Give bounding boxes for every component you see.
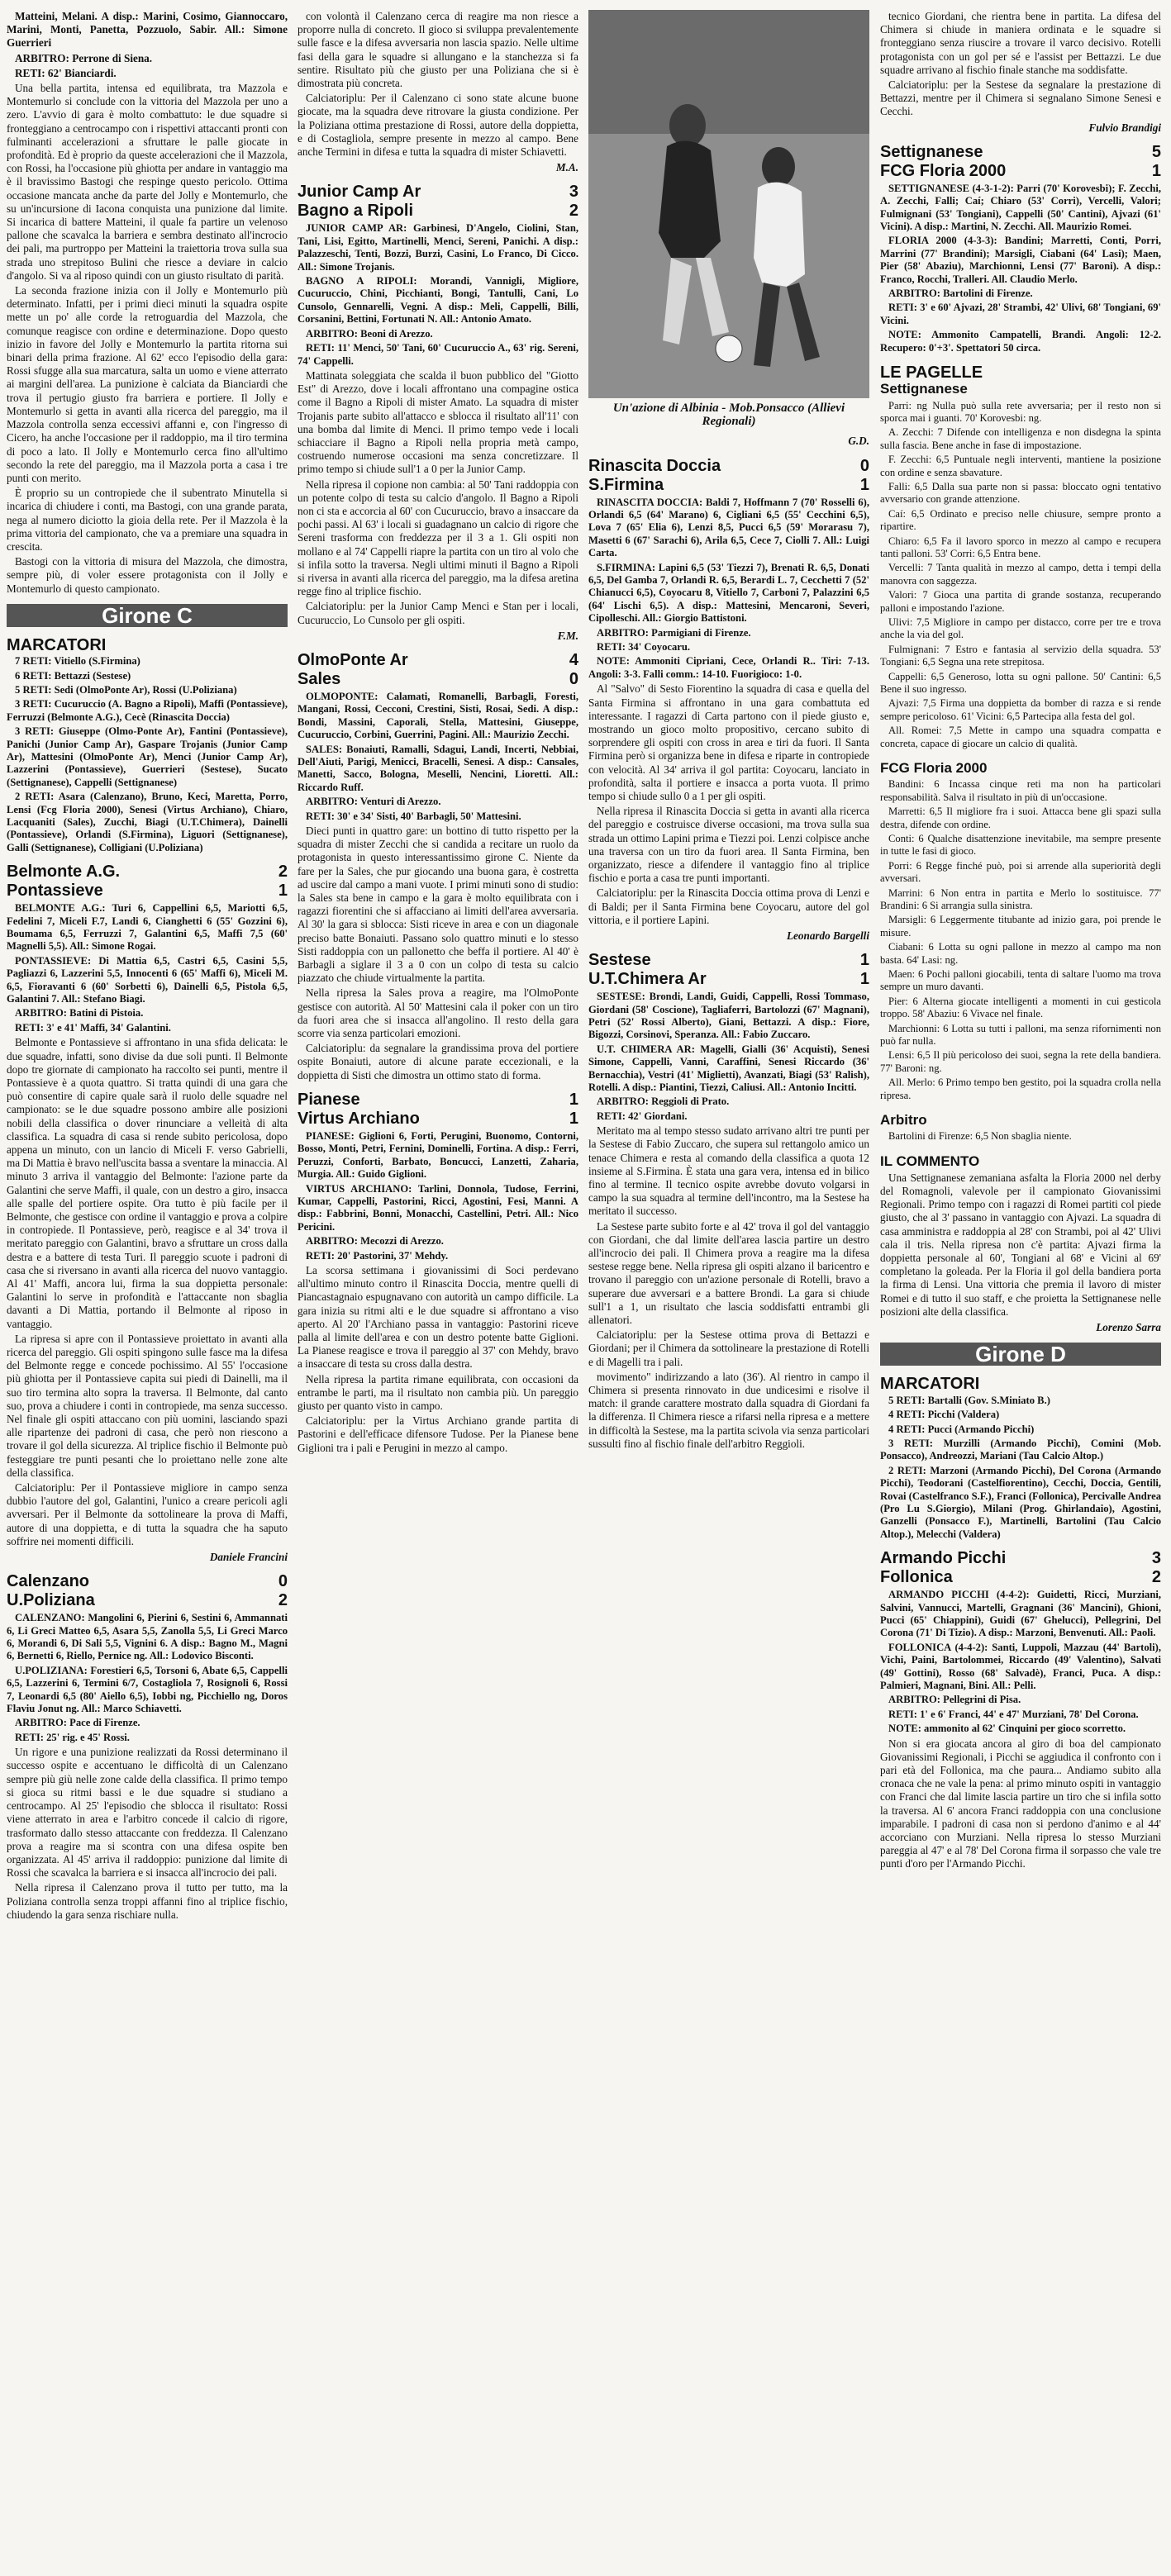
lineup-home: RINASCITA DOCCIA: Baldi 7, Hoffmann 7 (70' Rosselli 6), Orlandi 6,5 (64' Marano) 6, Cigliani 6,5 (55' Cecchini 6,5), Lova 7 (65' Elia 6), Lenzi 8,5, Pucci 6,5 (59' Morarasu 7), Masetti 6 (67' Sarachi 6), Arila 6,5, Cece 7, Ciolli 7. All.: Luigi Carta. [588, 496, 869, 559]
article-paragraph: Un rigore e una punizione realizzati da Rossi determinano il successo ospite e accentuano le difficoltà di un Calenzano sempre più giù nelle zone calde della classifica. Il primo tempo si gioca su ritmi bassi e le due squadre si studiano a centrocampo. Al 25' l'episodio che sblocca il risultato: Rossi viene atterrato in area e l'arbitro concede il calcio di rigore, trasformato dallo stesso attaccante con freddezza. Il Calenzano prova a reagire ma si scontra con una difesa ospite ben organizzata. Al 45' arriva il raddoppio: punizione dal limite di Rossi che scavalca la barriera e si insacca all'incrocio dei pali. [7, 1746, 288, 1880]
match-header-away [880, 162, 1161, 181]
match-header-away [588, 476, 869, 495]
player-rating: Ulivi: 7,5 Migliore in campo per distacco, corre per tre e trova anche la via del gol. [880, 616, 1161, 641]
article-paragraph: Nella ripresa il Rinascita Doccia si getta in avanti alla ricerca del pareggio e costruisce diverse occasioni, ma trova sulla sua strada un ottimo Lapini prima e Tiezzi poi. Lenzi colpisce anche una traversa con un tiro da fuori area. Il Santa Firmina, ben organizzato, riesce a difendere il vantaggio fino al triplice fischio e porta a casa tre punti importanti. [588, 805, 869, 885]
scorers-heading: MARCATORI [7, 635, 107, 654]
players-photo-icon [588, 10, 869, 398]
lineup-away: U.T. CHIMERA AR: Magelli, Gialli (36' Acquisti), Senesi Simone, Cappelli, Vanni, Caraffini, Senesi Riccardo (36' Bernacchia), Vestri (41' Miglietti), Avanzati, Biagi (53' Ralish), Rotelli. A disp.: Piantini, Tiezzi, Caliusi. All.: Antonio Incitti. [588, 1043, 869, 1093]
player-rating: All. Merlo: 6 Primo tempo ben gestito, poi la squadra crolla nella ripresa. [880, 1077, 1161, 1101]
home-score: 1 [859, 951, 869, 970]
author-signature: M.A. [555, 161, 578, 174]
match-header-home [298, 183, 578, 202]
article-paragraph: Calciatoriplu: per la Sestese ottima prova di Bettazzi e Giordani; per il Chimera da sottolineare la prestazione di Rotelli e di Magelli tra i pali. [588, 1328, 869, 1368]
author-signature: Fulvio Brandigi [1088, 121, 1161, 134]
lineup-home: OLMOPONTE: Calamati, Romanelli, Barbagli, Foresti, Mangani, Rossi, Cecconi, Crestini, Sisti, Rosai, Sedi. A disp.: Bondi, Massini, Caporali, Stella, Mattesini, Giuseppe, Cucuruccio, Corbini, Guerrini, Pagini. All.: Maurizio Zecchi. [298, 690, 578, 741]
player-rating: Bandini: 6 Incassa cinque reti ma non ha particolari responsabilità. Salva il risultato in più di un'occasione. [880, 778, 1161, 803]
article-paragraph: La ripresa si apre con il Pontassieve proiettato in avanti alla ricerca del pareggio. Gli ospiti spingono sulle fasce ma la difesa del Belmonte regge e concede pochissimo. Al 55' l'occasione più ghiotta per il Pontassieve capita sui piedi di Dainelli, ma il suo tiro termina alto sopra la traversa. Il Belmonte, dal canto suo, prova a chiudere i conti in contropiede, ma senza successo. Nel finale gli ospiti attaccano con più uomini, lasciando spazi alle ripartenze dei padroni di casa, che però non riescono a trovare il gol della sicurezza. Al triplice fischio il Belmonte può festeggiare tre punti pesanti che lo proiettano nelle zone alte della classifica. [7, 1332, 288, 1479]
match-header-away [7, 1591, 288, 1610]
goals-line: RETI: 20' Pastorini, 37' Mehdy. [306, 1249, 449, 1262]
player-rating: Vercelli: 7 Tanta qualità in mezzo al campo, detta i tempi della manovra con saggezza. [880, 562, 1161, 587]
home-team: Rinascita Doccia [588, 456, 721, 475]
article-paragraph: Belmonte e Pontassieve si affrontano in una sfida delicata: le due squadre, infatti, sono divise da due soli punti. Il Belmonte dopo tre giornate di campionato ha raccolto sei punti, mentre il Pontassieve è a quota quattro. Si tratta quindi di una gara che può consentire di capire quale sarà il ruolo delle squadre nel campionato: se le due squadre possono ambire alle posizioni nobili della classifica o dover rinunciare a velleità di alta classifica. La squadra di casa si rende subito pericolosa, dopo appena un minuto, con un lancio di Miceli F. verso Gabrielli, ma Di Mattia è bravo nell'uscita bassa a sventare la minaccia. Al minuto 3 arriva il vantaggio del Belmonte: l'azione parte da Galantini che serve Maffi, il quale, con un destro a giro, insacca alle spalle del portiere ospite. Ora tutto è più facile per il Belmonte, che gestisce con ordine il vantaggio e prova a colpire in contropiede. Il Pontassieve, però, reagisce e al 34' trova il meritato pareggio con Galantini, bravo a sfruttare un cross dalla destra e a battere di testa Turi. Il pareggio scuote i padroni di casa che si riversano in avanti alla ricerca del nuovo vantaggio. Al 41' Maffi, ancora lui, firma la sua doppietta personale: Galantini lo serve in profondità e l'attaccante non sbaglia davanti a Di Mattia, portando il Belmonte al riposo in vantaggio. [7, 1036, 288, 1330]
notes-line: NOTE: Ammonito Campatelli, Brandi. Angoli: 12-2. Recupero: 0'+3'. Spettatori 50 circa. [880, 329, 1161, 354]
scorers-line: 3 RETI: Cucuruccio (A. Bagno a Ripoli), Maffi (Pontassieve), Ferruzzi (Belmonte A.G.), Cecè (Rinascita Doccia) [7, 698, 288, 723]
home-team: OlmoPonte Ar [298, 650, 408, 669]
article-paragraph: Mattinata soleggiata che scalda il buon pubblico del "Giotto Est" di Arezzo, dove i locali affrontano una compagine ostica come il Bagno a Ripoli di mister Amato. La squadra di mister Trojanis parte subito all'attacco e sblocca il risultato all'11' con una bomba dal limite di Menci. Il primo tempo vede i locali schiacciare il Bagno a Ripoli nella propria metà campo, costruendo numerose occasioni ma senza concretizzare. Il primo tempo si chiude sull'1 a 0 per la Junior Camp. [298, 368, 578, 476]
article-paragraph: La Sestese parte subito forte e al 42' trova il gol del vantaggio con Giordani, che dal limite dell'area lascia partire un destro all'incrocio dei pali. Il Chimera prova a reagire ma la difesa sestese regge bene. Nella ripresa gli ospiti alzano il baricentro e trovano il pareggio con un'azione personale di Rotelli, bravo a superare due avversari e a battere Brondi. La gara si chiude sull'1 a 1, un risultato che lascia soddisfatti entrambi gli allenatori. [588, 1219, 869, 1327]
home-team: Armando Picchi [880, 1549, 1007, 1568]
lineup-away: SALES: Bonaiuti, Ramalli, Sdagui, Landi, Incerti, Nebbiai, Dell'Aiuti, Parigi, Menicci, Bracelli, Senesi. A disp.: Cansales, Manetti, Sacco, Bologna, Meselli, Nencini, Lioretti. All.: Riccardo Ruff. [298, 743, 578, 793]
article-paragraph: Calciatoriplu: per la Junior Camp Menci e Stan per i locali, Cucuruccio, Lo Cunsolo per gli ospiti. [298, 600, 578, 626]
article-paragraph: Non si era giocata ancora al giro di boa del campionato Giovanissimi Regionali, i Picchi se aggiudica il confronto con i pari età del Follonica, ma che paura... Andiamo subito alla cronaca che ne vale la pena: al primo minuto ospiti in vantaggio con Franci che dal limite lascia partire un tiro che si infila sotto la traversa. Al 6' ancora Franci raddoppia con una conclusione imparabile. I padroni di casa non si perdono d'animo e al 44' accorciano con Murziani. Nella ripresa lo stesso Murziani pareggia al 47' e al 78' Del Corona firma il sorpasso che vale tre punti d'oro per l'Armando Picchi. [880, 1737, 1161, 1870]
article-paragraph: Al "Salvo" di Sesto Fiorentino la squadra di casa e quella del Santa Firmina si affrontano in una gara combattuta ed interessante. I ragazzi di Carta partono con il piede giusto e, mostrando un gioco molto propositivo, cercano subito di sorprendere gli ospiti con cross in area e tiri da fuori. Il Santa Firmina però si organizza bene in difesa e riparte in contropiede con velocità. Al 34' arriva il gol partita: Coyocaru, lanciato in profondità, salta il portiere e insacca a porta vuota. Il primo tempo si chiude sullo 0 a 1 per gli ospiti. [588, 682, 869, 802]
article-paragraph: La scorsa settimana i giovanissimi di Soci perdevano all'ultimo minuto contro il Rinascita Doccia, mentre quelli di Piancastagnaio espugnavano con autorità un campo difficile. La gara inizia su ritmi alti e le due squadre si affrontano a viso aperto. Al 20' l'Archiano passa in vantaggio: Pastorini riceve palla al limite dell'area e con un destro potente batte Giglioni. La Pianese reagisce e trova il pareggio al 37' con Mehdy, bravo a insaccare di testa su cross dalla destra. [298, 1263, 578, 1371]
referee-rating: Bartolini di Firenze: 6,5 Non sbaglia niente. [888, 1130, 1072, 1143]
lineup-away: FLORIA 2000 (4-3-3): Bandini; Marretti, Conti, Porri, Marrini (77' Brandini); Marsigli, Ciabani (64' Lasi); Maen, Pier (58' Abaziu), Marchionni, Lensi (77' Baroni). A disp.: Franco, Rocchi, Tralleri. All. Claudio Merlo. [880, 235, 1161, 285]
lineup-away: S.FIRMINA: Lapini 6,5 (53' Tiezzi 7), Brenati R. 6,5, Donati 6,5, Del Gamba 7, Orlandi R. 6,5, Berardi L. 7, Cecchetti 7 (52' Chianucci 6,5), Coyocaru 8, Vitiello 7, Carboni 7, Palazzini 6,5 (64' Lischi 6,5). A disp.: Mattesini, Mencaroni, Severi, Cipolleschi. All.: Giorgio Battistoni. [588, 561, 869, 625]
author-signature: Lorenzo Sarra [1096, 1321, 1161, 1334]
referee-line: ARBITRO: Reggioli di Prato. [597, 1096, 730, 1108]
ratings-heading: LE PAGELLE [880, 364, 983, 383]
goals-line: RETI: 11' Menci, 50' Tani, 60' Cucuruccio A., 63' rig. Sereni, 74' Cappelli. [298, 342, 578, 367]
home-score: 1 [569, 1090, 578, 1109]
author-signature: Leonardo Bargelli [786, 929, 869, 942]
player-rating: Pier: 6 Alterna giocate intelligenti a momenti in cui gesticola troppo. 58' Abaziu: 6 Vivace nel finale. [880, 995, 1161, 1020]
goals-line: RETI: 34' Coyocaru. [597, 641, 690, 654]
lineup-home: BELMONTE A.G.: Turi 6, Cappellini 6,5, Mariotti 6,5, Fedelini 7, Miceli F.7, Landi 6, Cianghetti 6 (55' Gozzini 6), Boumama 6,5, Ferruzzi 7, Galantini 6,5, Maffi 7,5 (60' Magnelli 5,5). All.: Simone Rogai. [7, 902, 288, 953]
home-score: 3 [569, 183, 578, 202]
player-rating: Porri: 6 Regge finché può, poi si arrende alla superiorità degli avversari. [880, 859, 1161, 885]
away-team: S.Firmina [588, 475, 664, 494]
player-rating: Marchionni: 6 Lotta su tutti i palloni, ma senza rifornimenti non può far nulla. [880, 1022, 1161, 1047]
match-header-home [298, 1091, 578, 1110]
referee-line: ARBITRO: Bartolini di Firenze. [888, 288, 1033, 300]
article-paragraph: Una Settignanese zemaniana asfalta la Floria 2000 nel derby del Romagnoli, valevole per il campionato Giovanissimi Regionali. Primo tempo con i ragazzi di Romei partiti col piede giusto, che al 3' passano in vantaggio con Ajvazi. La squadra di casa amministra e raddoppia al 28' con Strambi, poi al 42' Ulivi cala il tris. Nella ripresa non c'è partita: Ajvazi firma la doppietta personale al 60', Tongiani al 68' e Vicini al 69' completano la goleada. Per la Floria il gol della bandiera porta la firma di Lensi. Una vittoria che premia il lavoro di mister Romei e di tutto il suo staff, e che proietta la Settignanese nelle posizioni alte della classifica. [880, 1171, 1161, 1318]
player-rating: Marretti: 6,5 Il migliore fra i suoi. Attacca bene gli spazi sulla destra, difende con ordine. [880, 806, 1161, 830]
player-rating: F. Zecchi: 6,5 Puntuale negli interventi, mantiene la posizione con ordine e senza sbavature. [880, 454, 1161, 478]
home-score: 3 [1151, 1549, 1161, 1568]
referee-line: ARBITRO: Batini di Pistoia. [15, 1007, 144, 1019]
match-photo [588, 10, 869, 398]
lineup-home: CALENZANO: Mangolini 6, Pierini 6, Sestini 6, Ammannati 6, Li Greci Matteo 6,5, Asara 5,5, Zanolla 5,5, Li Greci Marco 6, Morandi 6, Di Sali 5,5, Vignini 6. A disp.: Bagno M., Magni 6, Bernetti 6, Riello, Pernice ng. All.: Lodovico Bisconti. [7, 1612, 288, 1662]
author-signature: F.M. [557, 629, 578, 642]
goals-line: RETI: 3' e 41' Maffi, 34' Galantini. [15, 1021, 171, 1034]
player-rating: Chiaro: 6,5 Fa il lavoro sporco in mezzo al campo e recupera tanti palloni. 53' Corri: 6,5 Entra bene. [880, 535, 1161, 559]
scorers-line: 6 RETI: Bettazzi (Sestese) [15, 669, 131, 682]
goals-line: RETI: 42' Giordani. [597, 1110, 688, 1122]
away-score: 0 [569, 669, 578, 688]
notes-line: NOTE: Ammoniti Cipriani, Cece, Orlandi R.. Tiri: 7-13. Angoli: 3-3. Falli comm.: 14-10. Fuorigioco: 1-0. [588, 655, 869, 680]
author-signature: Daniele Francini [209, 1551, 288, 1564]
lineup-away: FOLLONICA (4-4-2): Santi, Luppoli, Mazzau (44' Bartoli), Vichi, Paini, Bartolommei, Riccardo (49' Valentino), Salvati (49' Gottini), Rosso (68' Salvadè), Franci, Puca. A disp.: Palmieri, Magnani, Bini. All.: Pelli. [880, 1641, 1161, 1691]
match-header-away [298, 1110, 578, 1129]
scorers-line: 4 RETI: Picchi (Valdera) [888, 1409, 1000, 1421]
scorers-line: 3 RETI: Murzilli (Armando Picchi), Comini (Mob. Ponsacco), Andreozzi, Mariani (Tau Calcio Altop.) [880, 1437, 1161, 1462]
home-score: 4 [569, 650, 578, 669]
referee-line: ARBITRO: Beoni di Arezzo. [306, 327, 433, 340]
lineup-home: SETTIGNANESE (4-3-1-2): Parri (70' Korovesbi); F. Zecchi, A. Zecchi, Falli; Caí; Chiaro (53' Corri), Vercelli, Valori; Fulmignani (53' Tongiani), Cappelli (50' Cantini), Ajvazi (61' Vicini). A disp.: Martini, N. Zecchi. All. Maurizio Romei. [880, 182, 1161, 233]
article-paragraph: Nella ripresa il Calenzano prova il tutto per tutto, ma la Poliziana controlla senza troppi affanni fino al triplice fischio, chiudendo la gara senza rischiare nulla. [7, 1881, 288, 1921]
away-team: Virtus Archiano [298, 1109, 420, 1128]
lineup-home: PIANESE: Giglioni 6, Forti, Perugini, Buonomo, Contorni, Bosso, Monti, Petri, Fernini, Dominelli, Fortina. A disp.: Ferri, Peruzzi, Conforti, Barbato, Boncucci, Lanzetti, Zaharia, Murgia. All.: Guido Giglioni. [298, 1129, 578, 1181]
home-team: Junior Camp Ar [298, 183, 421, 202]
referee-heading: Arbitro [880, 1112, 927, 1129]
lineup-text: Matteini, Melani. A disp.: Marini, Cosimo, Giannoccaro, Marini, Monti, Panetta, Pozzuolo, Sabir. All.: Simone Guerrieri [7, 10, 288, 50]
goals-line: RETI: 62' Bianciardi. [15, 66, 117, 79]
match-header-home [880, 143, 1161, 162]
scorers-line: 7 RETI: Vitiello (S.Firmina) [15, 655, 140, 668]
referee-line: ARBITRO: Parmigiani di Firenze. [597, 626, 751, 639]
home-score: 2 [278, 863, 288, 882]
lineup-away: PONTASSIEVE: Di Mattia 6,5, Castri 6,5, Casini 5,5, Pagliazzi 6, Lazzerini 5,5, Innocenti 6 (65' Maffi 6), Miceli M. 6,5, Fioravanti 6 (60' Sorbetti 6), Dainelli 6,5, Pistola 6,5, Galantini 7. All.: Stefano Biagi. [7, 954, 288, 1005]
scorers-line: 2 RETI: Marzoni (Armando Picchi), Del Corona (Armando Picchi), Teodorani (Castelfiorentino), Cecchi, Doccia, Gentili, Rovai (Castelfranco S.F.), Franci (Follonica), Percivalle Andrea (Pro Lu S.Giorgio), Milani (Prog. Ghirlandaio), Agostini, Ganzelli (Ponsacco F.), Martinelli, Bartolini (Tau Calcio Altop.), Melecchi (Valdera) [880, 1464, 1161, 1540]
article-paragraph: La seconda frazione inizia con il Jolly e Montemurlo più determinato. Infatti, per i primi dieci minuti la squadra ospite mette un po' alle corde la retroguardia del Mazzola, che comunque reagisce con ordine e determinazione. Dopo questo inizio in favore del Jolly e Montemurlo la partita ritorna sui binari della prima frazione. Al 62' ecco l'episodio della gara: Rossi sfugge alla sua marcatura, salta un uomo e viene atterrato ai margini dell'area. La punizione è calciata da Bianciardi che trova il pertugio giusto fra barriera e portiere. Il Jolly e Montemurlo si getta in avanti alla ricerca del pareggio, ma il Mazzola controlla senza eccessivi affanni e, con l'ingresso di Cicero, ha anche l'occasione per il raddoppio, ma il tiro termina di poco a lato. Il Jolly e Montemurlo cerca fino all'ultimo secondo la rete del pareggio, ma il Mazzola porta a casa i tre punti con merito. [7, 284, 288, 484]
comment-heading: IL COMMENTO [880, 1153, 980, 1169]
home-score: 0 [278, 1572, 288, 1591]
article-paragraph: Nella ripresa la Sales prova a reagire, ma l'OlmoPonte gestisce con autorità. Al 50' Mattesini cala il poker con un tiro da fuori area che si insacca all'angolino. Il resto della gara scorre via senza particolari emozioni. [298, 986, 578, 1040]
scorers-line: 2 RETI: Asara (Calenzano), Bruno, Keci, Maretta, Porro, Lensi (Fcg Floria 2000), Senesi (Virtus Archiano), Chiaro, Lacquaniti (Sales), Zucchi, Biagi (U.T.Chimera), Dainelli (Pontassieve), Orlandi (S.Firmina), Liguori (Settignanese), Galli (Settignanese), Colligiani (U.Poliziana) [7, 791, 288, 853]
away-score: 1 [278, 882, 288, 901]
home-team: Calenzano [7, 1572, 90, 1591]
lineup-home: ARMANDO PICCHI (4-4-2): Guidetti, Ricci, Murziani, Salvini, Vannucci, Martelli, Gragnani (36' Mancini), Ghioni, Pucci (65' Chiappini), Guidi (67' Ghelucci), Pellegrini, Del Corona (71' Di Tizio). A disp.: Marzoni, Benvenuti. All.: Paoli. [880, 1589, 1161, 1639]
away-team: Sales [298, 669, 341, 688]
player-rating: Lensi: 6,5 Il più pericoloso dei suoi, segna la rete della bandiera. 77' Baroni: ng. [880, 1049, 1161, 1074]
article-paragraph: Calciatoriplu: per la Sestese da segnalare la prestazione di Bettazzi, mentre per il Chimera si segnalano Simone Senesi e Cecchi. [880, 78, 1161, 118]
home-team: Settignanese [880, 142, 983, 161]
column-3 [588, 10, 869, 1452]
away-score: 1 [859, 475, 869, 494]
lineup-away: VIRTUS ARCHIANO: Tarlini, Donnola, Tudose, Ferrini, Kumar, Cappelli, Pastorini, Ricci, Agostini, Fesi, Manni. A disp.: Fabbrini, Bonni, Monacchi, Castellini, Petri. All.: Nico Pericini. [298, 1182, 578, 1233]
referee-line: ARBITRO: Pace di Firenze. [15, 1717, 140, 1729]
match-header-home [588, 457, 869, 476]
article-paragraph: Nella ripresa il copione non cambia: al 50' Tani raddoppia con un potente colpo di testa su calcio d'angolo. Il Bagno a Ripoli non ci sta e accorcia al 60' con Cucuruccio, bravo a insaccare da pochi passi. Al 63' i locali si guadagnano un calcio di rigore che Sereni trasforma con freddezza per il 3 a 1. Gli ospiti non mollano e al 74' Cappelli riapre la partita con un tiro al volo che si infila sotto la traversa. Negli ultimi minuti il Bagno a Ripoli si riversa in avanti alla ricerca del pareggio, ma la difesa aretina regge fino al triplice fischio. [298, 478, 578, 598]
away-team: U.Poliziana [7, 1591, 95, 1610]
article-paragraph: Calciatoriplu: da segnalare la grandissima prova del portiere ospite Bonaiuti, autore di alcune parate eccezionali, e la doppietta di Sisti che dimostra un ottimo stato di forma. [298, 1042, 578, 1081]
player-rating: Ajvazi: 7,5 Firma una doppietta da bomber di razza e si rende sempre pericoloso. 61' Vicini: 6,5 Partecipa alla festa del gol. [880, 697, 1161, 722]
article-paragraph: Bastogi con la vittoria di misura del Mazzola, che dimostra, sempre più, di voler essere protagonista con il Jolly e Montemurlo di questo campionato. [7, 555, 288, 595]
referee-line: ARBITRO: Perrone di Siena. [15, 51, 153, 64]
article-paragraph: Calciatoriplu: Per il Pontassieve migliore in campo senza dubbio l'autore del gol, Galantini, l'unico a creare pericoli agli avversari. Per il Belmonte da sottolineare la prova di Maffi, autore di una doppietta, e di tutta la squadra che ha saputo soffrire nei momenti difficili. [7, 1481, 288, 1547]
lineup-home: SESTESE: Brondi, Landi, Guidi, Cappelli, Rossi Tommaso, Giordani (58' Coscione), Tagliaferri, Bartolozzi (67' Magnani), Petri (52' Rossi Alberto), Giani, Bettazzi. A disp.: Fiore, Bigozzi, Corsinovi, Speranza. All.: Fabio Zuccaro. [588, 991, 869, 1041]
away-score: 2 [1151, 1568, 1161, 1587]
away-score: 2 [569, 202, 578, 221]
match-header-home [880, 1549, 1161, 1568]
article-paragraph: Meritato ma al tempo stesso sudato arrivano altri tre punti per la Sestese di Fabio Zuccaro, che supera sul rettangolo amico un tenace Chimera e resta al comando della classifica a quota 12 insieme al S.Firmina. È stata una gara vera, intensa ed in bilico fino al termine. Il tecnico ospite avrebbe dovuto volgarsi in campo la sua squadra al termine dell'incontro, ma la Sestese ha meritato il successo. [588, 1124, 869, 1218]
scorers-heading: MARCATORI [880, 1375, 980, 1394]
article-paragraph: Calciatoriplu: per la Rinascita Doccia ottima prova di Lenzi e di Baldi; per il Santa Firmina bene Coyocaru, autore del gol vittoria, e il portiere Lapini. [588, 886, 869, 926]
home-team: Pianese [298, 1090, 360, 1109]
notes-line: NOTE: ammonito al 62' Cinquini per gioco scorretto. [888, 1723, 1126, 1735]
article-paragraph: Calciatoriplu: Per il Calenzano ci sono state alcune buone giocate, ma la squadra deve ritrovare la giusta condizione. Per la Poliziana ottima prestazione di Rossi, autore della doppietta, e di Costagliola, sempre presente in mezzo al campo. Bene anche Termini in difesa e tutta la squadra di mister Schiavetti. [298, 92, 578, 159]
section-banner-girone-d: Girone D [880, 1343, 1161, 1366]
article-paragraph: Una bella partita, intensa ed equilibrata, tra Mazzola e Montemurlo si conclude con la vittoria del Mazzola per uno a zero. L'avvio di gara è molto combattuto: le due squadre si fronteggiano a centrocampo con i rispettivi attaccanti pronti con fulminanti accelerazioni a sfruttare le palle giocate in profondità. Ed è proprio da queste accelerazioni che il Mazzola, con Rossi, ha l'occasione più ghiotta per andare in vantaggio ma è il bravissimo Bastogi che respinge questo pericolo. Ottima occasione mancata anche da parte del Jolly e Montemurlo, che su un'incursione di Iacona conquista una punizione dal limite. Si incarica di battere Matteini, il quale fa partire un velenoso pallone che scavalca la barriera e sembra destinato all'incrocio dei pali, ma purtroppo per Matteini la traiettoria trova sulla sua strada uno strepitoso Bulini che riesce a deviare in calcio d'angolo. Si va al riposo quindi con un giusto risultato di parità. [7, 82, 288, 282]
home-team: Sestese [588, 951, 651, 970]
referee-line: ARBITRO: Venturi di Arezzo. [306, 796, 441, 808]
scorers-line: 5 RETI: Bartalli (Gov. S.Miniato B.) [888, 1394, 1050, 1406]
away-score: 2 [278, 1591, 288, 1610]
player-rating: Conti: 6 Qualche disattenzione inevitabile, ma sempre presente in tutte le fasi di gioco. [880, 832, 1161, 858]
player-rating: Ciabani: 6 Lotta su ogni pallone in mezzo al campo ma non basta. 64' Lasi: ng. [880, 941, 1161, 966]
section-banner-girone-c: Girone C [7, 604, 288, 627]
article-paragraph: È proprio su un contropiede che il subentrato Minutella si incarica di chiudere i conti, ma Bastogi, con una grande parata, nega al numero diciotto la gioia della rete. Per il Mazzola è la prima vittoria del campionato, che va a premiare una squadra in crescita. [7, 487, 288, 553]
away-team: U.T.Chimera Ar [588, 970, 707, 989]
away-team: Follonica [880, 1568, 953, 1587]
away-score: 1 [569, 1109, 578, 1128]
match-header-away [7, 882, 288, 901]
referee-line: ARBITRO: Mecozzi di Arezzo. [306, 1235, 444, 1248]
player-rating: Marsigli: 6 Leggermente titubante ad inizio gara, poi prende le misure. [880, 914, 1161, 939]
lineup-away: BAGNO A RIPOLI: Morandi, Vannigli, Migliore, Cucuruccio, Chini, Picchianti, Bongi, Tantulli, Cani, Lo Cunsolo, Gennarelli, Vegni. A disp.: Meli, Cappelli, Billi, Corsanini, Bettini, Fortunati N. All.: Antonio Amato. [298, 275, 578, 326]
away-score: 1 [859, 970, 869, 989]
scorers-line: 4 RETI: Pucci (Armando Picchi) [888, 1423, 1035, 1435]
home-score: 5 [1151, 142, 1161, 161]
lineup-home: JUNIOR CAMP AR: Garbinesi, D'Angelo, Ciolini, Stan, Tani, Lisi, Egitto, Martinelli, Menci, Sereni, Panichi. A disp.: Palazzeschi, Tenti, Bozzi, Burzi, Casini, Lo Franco, Di Cicco. All.: Simone Trojanis. [298, 222, 578, 273]
away-team: Bagno a Ripoli [298, 202, 413, 221]
away-team: Pontassieve [7, 882, 103, 901]
player-rating: Parri: ng Nulla può sulla rete avversaria; per il resto non si sporca mai i guanti. 70' Korovesbi: ng. [880, 399, 1161, 424]
match-header-away [880, 1568, 1161, 1587]
goals-line: RETI: 1' e 6' Franci, 44' e 47' Murziani, 78' Del Corona. [888, 1708, 1139, 1720]
match-header-home [7, 1572, 288, 1591]
away-score: 1 [1151, 161, 1161, 180]
player-rating: All. Romei: 7,5 Mette in campo una squadra compatta e concreta, capace di giocare un calcio di qualità. [880, 725, 1161, 749]
article-paragraph: movimento" indirizzando a lato (36'). Al rientro in campo il Chimera si presenta rinnovato in due undicesimi e risolve il match: il grande carattere mostrato dalla squadra di Giordani fa la differenza. Il Chimera riesce a rifarsi nella ripresa e a mettere in difficoltà la Sestese, ma la partita scivola via senza particolari sussulti fino al fischio finale dell'arbitro Reggioli. [588, 1370, 869, 1450]
match-header-away [588, 970, 869, 989]
article-paragraph: Calciatoriplu: per la Virtus Archiano grande partita di Pastorini e dell'efficace difensore Tudose. Per la Pianese bene Giglioni tra i pali e Perugini in mezzo al campo. [298, 1414, 578, 1454]
player-rating: A. Zecchi: 7 Difende con intelligenza e non disdegna la spinta sulla fascia. Bene anche in fase di impostazione. [880, 426, 1161, 451]
goals-line: RETI: 25' rig. e 45' Rossi. [15, 1731, 130, 1743]
referee-line: ARBITRO: Pellegrini di Pisa. [888, 1694, 1021, 1706]
article-paragraph: con volontà il Calenzano cerca di reagire ma non riesce a proporre nulla di concreto. Il gioco si sviluppa prevalentemente sulle fasce e la difesa avversaria non lascia spazio. Nelle ultime fasi della gara le squadre si allungano e la stanchezza si fa sentire. Risultato più che giusto per una Poliziana che si è dimostrata più concreta. [298, 10, 578, 90]
player-rating: Falli: 6,5 Dalla sua parte non si passa: bloccato ogni tentativo avversario con grande attenzione. [880, 480, 1161, 506]
ratings-team-heading: Settignanese [880, 381, 968, 397]
lineup-away: U.POLIZIANA: Forestieri 6,5, Torsoni 6, Abate 6,5, Cappelli 6,5, Lazzerini 6, Termini 6/7, Costagliola 7, Rosignoli 6, Rossi 7, Leonardi 6,5 (80' Aiello 6,5), Iobbi ng, Picchiello ng, Doros Flaviu Jonut ng. All.: Marco Schiavetti. [7, 1664, 288, 1715]
player-rating: Marrini: 6 Non entra in partita e Merlo lo sostituisce. 77' Brandini: 6 Si arrangia sulla sinistra. [880, 886, 1161, 911]
match-header-home [7, 863, 288, 882]
match-header-home [298, 651, 578, 670]
home-team: Belmonte A.G. [7, 863, 121, 882]
column-2 [298, 10, 578, 1457]
article-paragraph: Dieci punti in quattro gare: un bottino di tutto rispetto per la squadra di mister Zecchi che si candida a recitare un ruolo da protagonista in questo interessantissimo girone C. Niente da fare per la Sales, che pur giocando una buona gara, è costretta ad uscire dal campo a mani vuote. I primi minuti sono di studio: la Sales sta bene in campo e la gara è molto equilibrata con i ragazzi fiorentini che si affacciano ai limiti dell'area avversaria. Al 30' la gara si sblocca: Sisti riceve in area e con un diagonale preciso batte Bonaiuti. Passano solo quattro minuti e lo stesso Sisti raddoppia con un pallonetto che beffa il portiere. Al 40' è Barbagli a siglare il 3 a 0 con un colpo di testa su calcio piazzato che chiude virtualmente la partita. [298, 825, 578, 985]
player-rating: Valori: 7 Gioca una partita di grande sostanza, recuperando palloni e impostando l'azione. [880, 589, 1161, 614]
scorers-line: 3 RETI: Giuseppe (Olmo-Ponte Ar), Fantini (Pontassieve), Panichi (Junior Camp Ar), Gaspare Trojanis (Junior Camp Ar), Mattesini (OlmoPonte Ar), Menci (Junior Camp Ar), Lazzerini (Pontassieve), Guerrieri (Sestese), Sucato (Settignanese), Cappelli (Settignanese) [7, 725, 288, 788]
home-score: 0 [859, 456, 869, 475]
player-rating: Maen: 6 Pochi palloni giocabili, tenta di saltare l'uomo ma trova sempre un muro davanti. [880, 967, 1161, 993]
column-1 [7, 10, 288, 1923]
column-4 [880, 10, 1161, 1873]
scorers-line: 5 RETI: Sedi (OlmoPonte Ar), Rossi (U.Poliziana) [15, 683, 237, 696]
article-paragraph: Nella ripresa la partita rimane equilibrata, con occasioni da entrambe le parti, ma il risultato non cambia più. Un pareggio giusto per quanto visto in campo. [298, 1372, 578, 1412]
goals-line: RETI: 3' e 60' Ajvazi, 28' Strambi, 42' Ulivi, 68' Tongiani, 69' Vicini. [880, 302, 1161, 326]
player-rating: Fulmignani: 7 Estro e fantasia al servizio della squadra. 53' Tongiani: 6,5 Segna una rete strepitosa. [880, 643, 1161, 668]
match-header-away [298, 670, 578, 689]
player-rating: Caí: 6,5 Ordinato e preciso nelle chiusure, sempre pronto a ripartire. [880, 507, 1161, 533]
away-team: FCG Floria 2000 [880, 161, 1007, 180]
match-header-home [588, 951, 869, 970]
author-signature: G.D. [848, 435, 869, 448]
photo-caption: Un'azione di Albinia - Mob.Ponsacco (Allievi Regionali) [612, 402, 845, 429]
article-paragraph: tecnico Giordani, che rientra bene in partita. La difesa del Chimera si chiude in maniera ordinata e le squadre si fronteggiano senza riuscire a trovare il varco decisivo. Rotelli protagonista con un gol per sé e l'assist per Bettazzi. Le due squadre arrivano al fischio finale stanche ma soddisfatte. [880, 10, 1161, 76]
goals-line: RETI: 30' e 34' Sisti, 40' Barbagli, 50' Mattesini. [306, 810, 521, 822]
ratings-team-heading: FCG Floria 2000 [880, 760, 988, 777]
match-header-away [298, 202, 578, 221]
player-rating: Cappelli: 6,5 Generoso, lotta su ogni pallone. 50' Cantini: 6,5 Bene il suo ingresso. [880, 670, 1161, 696]
